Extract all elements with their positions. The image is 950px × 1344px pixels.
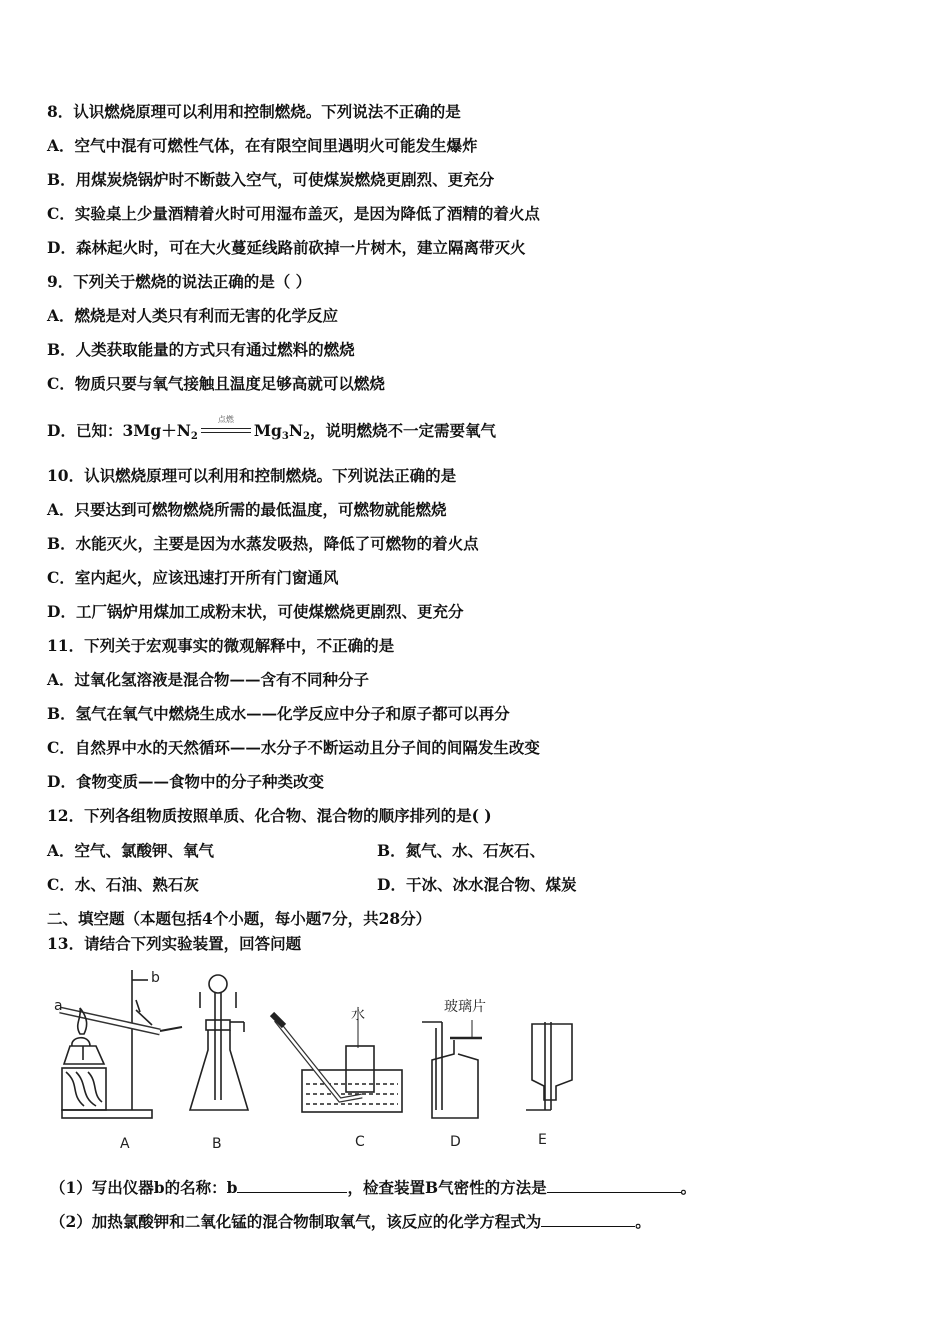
q12-stem: 12．下列各组物质按照单质、化合物、混合物的顺序排列的是( ) (47, 806, 492, 825)
q10-option-d: D．工厂锅炉用煤加工成粉末状，可使煤燃烧更剧烈、更充分 (47, 602, 464, 621)
section-heading: 二、填空题（本题包括4个小题，每小题7分，共28分） (47, 909, 432, 928)
answer-blank-b[interactable] (237, 1176, 347, 1193)
apparatus-e (526, 1022, 572, 1110)
equation-product-n: N (288, 421, 303, 440)
q13-part1 (50, 1176, 696, 1198)
q9-option-a: A．燃烧是对人类只有利而无害的化学反应 (47, 306, 339, 325)
q8-option-b: B．用煤炭烧锅炉时不断鼓入空气，可使煤炭燃烧更剧烈、更充分 (47, 170, 495, 189)
q10-option-a: A．只要达到可燃物燃烧所需的最低温度，可燃物就能燃烧 (47, 500, 447, 519)
subscript: 2 (190, 431, 198, 442)
equation-reactants: D．已知：3Mg＋N (47, 421, 191, 440)
label-apparatus-d: D (450, 1134, 461, 1150)
reaction-equals-sign (199, 415, 253, 438)
q12-option-a: A．空气、氯酸钾、氧气 (47, 841, 215, 860)
equation-conclusion: ，说明燃烧不一定需要氧气 (309, 421, 496, 440)
subscript: 3 (281, 431, 289, 442)
q11-option-c: C．自然界中水的天然循环——水分子不断运动且分子间的间隔发生改变 (47, 738, 540, 757)
equation-product: Mg (253, 421, 282, 440)
label-apparatus-c: C (355, 1134, 365, 1150)
q8-stem: 8．认识燃烧原理可以利用和控制燃烧。下列说法不正确的是 (47, 102, 461, 121)
apparatus-svg (40, 960, 600, 1160)
q13-part2 (50, 1210, 651, 1232)
label-apparatus-a: A (120, 1136, 130, 1152)
lab-apparatus-figure (40, 960, 600, 1164)
q8-option-c: C．实验桌上少量酒精着火时可用湿布盖灭，是因为降低了酒精的着火点 (47, 204, 540, 223)
apparatus-d (422, 1020, 482, 1118)
label-glass-plate: 玻璃片 (444, 999, 486, 1015)
q9-stem: 9．下列关于燃烧的说法正确的是（ ） (47, 272, 312, 291)
q9-option-d (47, 415, 496, 447)
answer-blank-airtightness[interactable] (547, 1176, 681, 1193)
q13-part1-end: 。 (680, 1178, 697, 1197)
q11-option-d: D．食物变质——食物中的分子种类改变 (47, 772, 324, 791)
label-apparatus-b: B (212, 1136, 222, 1152)
apparatus-a (60, 970, 182, 1118)
label-a-small: a (54, 998, 63, 1014)
q13-stem: 13．请结合下列实验装置，回答问题 (47, 934, 302, 953)
q11-option-b: B．氢气在氧气中燃烧生成水——化学反应中分子和原子都可以再分 (47, 704, 510, 723)
q12-option-d: D．干冰、冰水混合物、煤炭 (377, 875, 577, 894)
subscript: 2 (303, 431, 310, 442)
q9-option-b: B．人类获取能量的方式只有通过燃料的燃烧 (47, 340, 355, 359)
label-apparatus-e: E (538, 1132, 547, 1148)
label-water: 水 (351, 1007, 365, 1023)
q12-option-b: B．氮气、水、石灰石、 (377, 841, 546, 860)
q10-option-b: B．水能灭火，主要是因为水蒸发吸热，降低了可燃物的着火点 (47, 534, 479, 553)
q10-option-c: C．室内起火，应该迅速打开所有门窗通风 (47, 568, 339, 587)
q13-part2-end: 。 (635, 1212, 651, 1231)
q8-option-d: D．森林起火时，可在大火蔓延线路前砍掉一片树木，建立隔离带灭火 (47, 238, 526, 257)
q11-option-a: A．过氧化氢溶液是混合物——含有不同种分子 (47, 670, 370, 689)
answer-blank-equation[interactable] (541, 1210, 635, 1227)
apparatus-b (190, 975, 248, 1110)
reaction-condition: 点燃 (217, 415, 234, 424)
q13-part1-text-a: （1）写出仪器b的名称：b (50, 1178, 238, 1197)
q11-stem: 11．下列关于宏观事实的微观解释中，不正确的是 (47, 636, 395, 655)
label-b-small: b (151, 970, 160, 986)
q13-part1-text-b: ，检查装置B气密性的方法是 (347, 1178, 547, 1197)
q9-option-c: C．物质只要与氧气接触且温度足够高就可以燃烧 (47, 374, 385, 393)
apparatus-c (272, 1014, 402, 1112)
q13-part2-text: （2）加热氯酸钾和二氧化锰的混合物制取氧气，该反应的化学方程式为 (50, 1212, 542, 1231)
q12-option-c: C．水、石油、熟石灰 (47, 875, 199, 894)
q10-stem: 10．认识燃烧原理可以利用和控制燃烧。下列说法正确的是 (47, 466, 457, 485)
q8-option-a: A．空气中混有可燃性气体，在有限空间里遇明火可能发生爆炸 (47, 136, 478, 155)
